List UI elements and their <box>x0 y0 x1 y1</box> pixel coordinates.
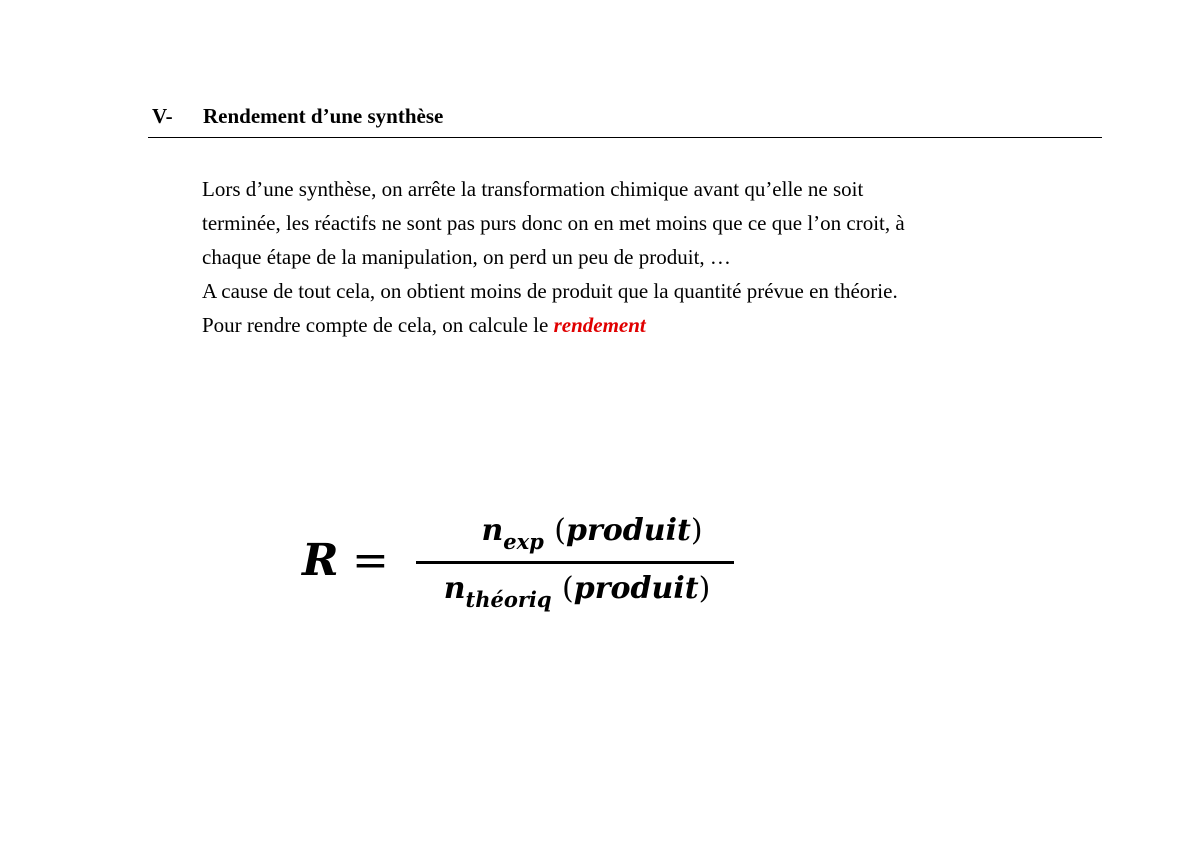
denominator-symbol: n <box>443 571 466 606</box>
section-title: Rendement d’une synthèse <box>203 104 444 128</box>
paragraph-line-2: terminée, les réactifs ne sont pas purs donc on en met moins que ce que l’on croit, à <box>202 211 905 235</box>
section-number: V- <box>152 104 173 128</box>
paragraph-line-1: Lors d’une synthèse, on arrête la transformation chimique avant qu’elle ne soit <box>202 177 864 201</box>
numerator-close-paren: ) <box>690 513 703 548</box>
denominator-open-paren: ( <box>562 571 574 606</box>
paragraph-line-5 <box>202 308 1102 342</box>
formula-numerator <box>442 513 742 554</box>
paragraph-line-5-text: Pour rendre compte de cela, on calcule le <box>202 313 554 337</box>
heading-underline <box>148 137 1102 138</box>
numerator-open-paren: ( <box>554 513 566 548</box>
numerator-subscript: exp <box>503 529 544 554</box>
numerator-symbol: n <box>481 513 504 548</box>
formula-lhs: R <box>302 535 339 586</box>
section-heading <box>152 104 443 129</box>
denominator-argument: produit <box>573 571 699 606</box>
intro-paragraph <box>202 172 1102 342</box>
denominator-subscript: théoriq <box>465 587 552 612</box>
denominator-close-paren: ) <box>698 571 711 606</box>
numerator-argument: produit <box>566 513 691 548</box>
formula-equals: = <box>352 535 389 586</box>
keyword-rendement: rendement <box>553 313 646 337</box>
fraction-bar <box>416 561 734 564</box>
paragraph-line-4: A cause de tout cela, on obtient moins de produit que la quantité prévue en théorie. <box>202 279 898 303</box>
formula-denominator <box>412 571 742 612</box>
paragraph-line-3: chaque étape de la manipulation, on perd un peu de produit, … <box>202 245 731 269</box>
